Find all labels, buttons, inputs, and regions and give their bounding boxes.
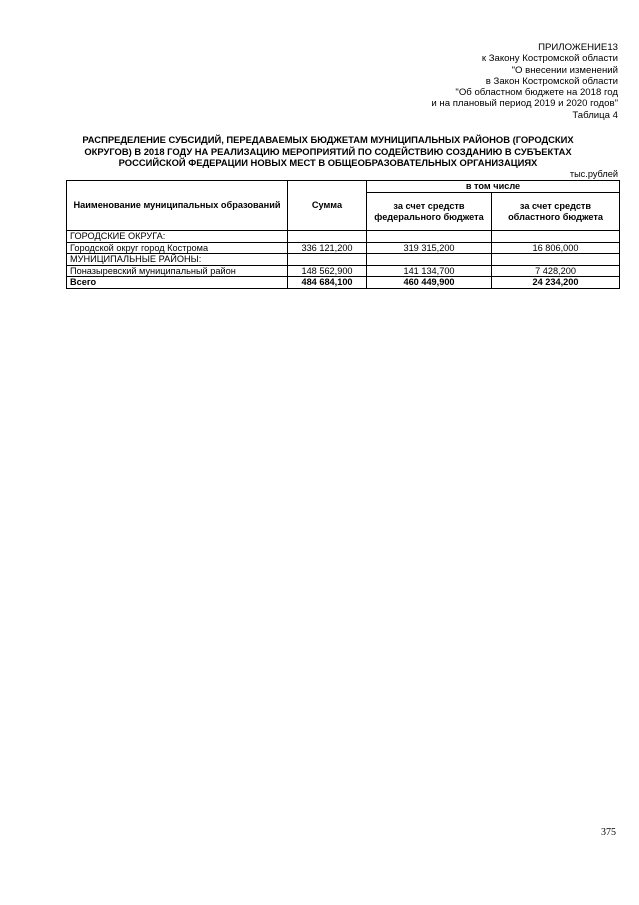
header-regional: за счет средств областного бюджета bbox=[492, 193, 620, 231]
empty-cell bbox=[288, 231, 367, 243]
total-regional: 24 234,200 bbox=[492, 277, 620, 289]
empty-cell bbox=[367, 231, 492, 243]
appendix-line: ПРИЛОЖЕНИЕ13 bbox=[538, 42, 618, 53]
total-row bbox=[67, 277, 620, 289]
empty-cell bbox=[492, 254, 620, 266]
appendix-line: в Закон Костромской области bbox=[485, 75, 618, 87]
empty-cell bbox=[288, 254, 367, 266]
total-federal: 460 449,900 bbox=[367, 277, 492, 289]
header-federal: за счет средств федерального бюджета bbox=[367, 193, 492, 231]
appendix-line: к Закону Костромской области bbox=[481, 53, 618, 65]
row-sum: 148 562,900 bbox=[288, 265, 367, 277]
section-row bbox=[67, 231, 620, 243]
document-title: РАСПРЕДЕЛЕНИЕ СУБСИДИЙ, ПЕРЕДАВАЕМЫХ БЮДЖЕТАМ МУНИЦИПАЛЬНЫХ РАЙОНОВ (ГОРОДСКИХ ОКРУГОВ) В 2018 ГОДУ НА РЕАЛИЗАЦИЮ МЕРОПРИЯТИЙ ПО СОДЕЙСТВИЮ СОЗДАНИЮ В СУБЪЕКТАХ РОССИЙСКОЙ ФЕДЕРАЦИИ НОВЫХ МЕСТ В ОБЩЕОБРАЗОВАТЕЛЬНЫХ ОРГАНИЗАЦИЯХ bbox=[82, 134, 574, 169]
appendix-line: и на плановый период 2019 и 2020 годов" bbox=[431, 98, 618, 110]
header-name: Наименование муниципальных образований bbox=[67, 181, 288, 231]
appendix-header bbox=[431, 42, 618, 121]
row-federal: 141 134,700 bbox=[367, 265, 492, 277]
row-regional: 7 428,200 bbox=[492, 265, 620, 277]
row-regional: 16 806,000 bbox=[492, 242, 620, 254]
total-sum: 484 684,100 bbox=[288, 277, 367, 289]
total-label: Всего bbox=[67, 277, 288, 289]
table-row bbox=[67, 265, 620, 277]
table-header-row bbox=[67, 181, 620, 193]
page-number: 375 bbox=[601, 827, 616, 838]
table-row bbox=[67, 242, 620, 254]
empty-cell bbox=[492, 231, 620, 243]
row-federal: 319 315,200 bbox=[367, 242, 492, 254]
appendix-line: "О внесении изменений bbox=[511, 64, 618, 76]
row-sum: 336 121,200 bbox=[288, 242, 367, 254]
subsidy-table bbox=[66, 180, 620, 289]
header-group: в том числе bbox=[367, 181, 620, 193]
section-label: ГОРОДСКИЕ ОКРУГА: bbox=[67, 231, 288, 243]
section-label: МУНИЦИПАЛЬНЫЕ РАЙОНЫ: bbox=[67, 254, 288, 266]
row-name: Городской округ город Кострома bbox=[67, 242, 288, 254]
empty-cell bbox=[367, 254, 492, 266]
units-label: тыс.рублей bbox=[569, 169, 618, 179]
row-name: Поназыревский муниципальный район bbox=[67, 265, 288, 277]
table-number: Таблица 4 bbox=[572, 109, 618, 121]
header-sum: Сумма bbox=[288, 181, 367, 231]
section-row bbox=[67, 254, 620, 266]
appendix-line: "Об областном бюджете на 2018 год bbox=[455, 87, 618, 99]
